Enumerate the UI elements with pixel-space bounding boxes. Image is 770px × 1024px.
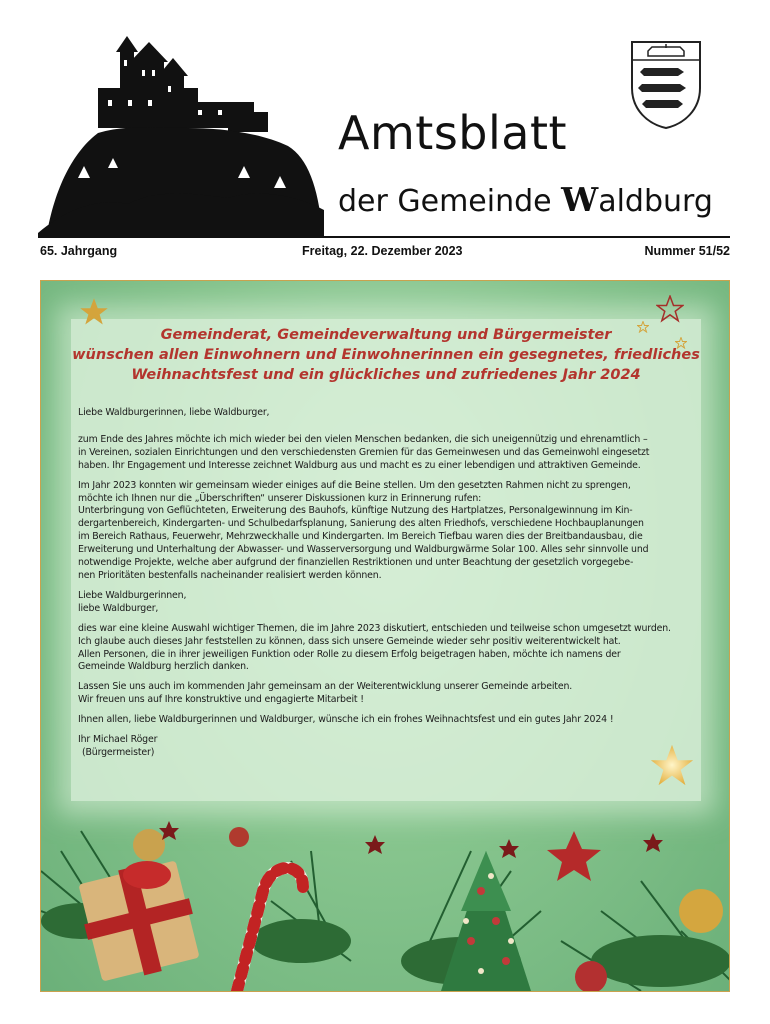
text-line: Erweiterung und Unterhaltung der Abwasser- und Wasserversorgung und Waldburgwärme Solar 100. Alles sehr sinnvolle und [78,544,649,556]
text-line: Ihnen allen, liebe Waldburgerinnen und Waldburger, wünsche ich ein frohes Weihnachtsfest und ein gutes Jahr 2024 ! [78,714,614,726]
signature-name: Ihr Michael Röger [78,734,158,746]
signature-title: (Bürgermeister) [82,746,155,758]
greeting-line: Gemeinderat, Gemeindeverwaltung und Bürgermeister [160,327,612,343]
text-line: im Bereich Rathaus, Feuerwehr, Mehrzweckhalle und Kindergarten. Im Bereich Tiefbau waren dies der Breitbandausbau, die [78,531,643,543]
star-icon [547,831,601,881]
letter-body [78,407,693,767]
masthead-divider [40,236,730,238]
issue-date: Freitag, 22. Dezember 2023 [302,244,463,258]
text-line: möchte ich Ihnen nur die „Überschriften“ unserer Diskussionen kurz in Erinnerung rufen: [78,492,482,504]
newspaper-title: Amtsblatt [338,106,568,160]
text-line: zum Ende des Jahres möchte ich mich wieder bei den vielen Menschen bedanken, die sich uneigennützig und ehrenamtlich – [78,433,648,445]
masthead-info-row [40,244,730,264]
text-line: Wir freuen uns auf Ihre konstruktive und engagierte Mitarbeit ! [78,694,364,706]
text-line: Lassen Sie uns auch im kommenden Jahr gemeinsam an der Weiterentwicklung unserer Gemeinde arbeiten. [78,681,573,693]
text-line: Allen Personen, die in ihrer jeweiligen Funktion oder Rolle zu diesem Erfolg beigetragen haben, möchte ich namens der [78,648,621,660]
letter-salutation-2 [78,590,693,616]
text-line: Liebe Waldburgerinnen, [78,589,187,601]
letter-paragraph [78,623,693,675]
text-line: haben. Ihr Engagement und Interesse zeichnet Waldburg aus und macht es zu einer lebendigen und attraktiven Gemeinde. [78,459,641,471]
castle-illustration [38,28,324,238]
text-line: in Vereinen, sozialen Einrichtungen und den verschiedensten Gremien für das Gemeinwesen und das Gemeinwohl eingesetzt [78,446,650,458]
greeting-line: Weihnachtsfest und ein glückliches und zufriedenes Jahr 2024 [131,367,641,383]
letter-paragraph [78,714,693,727]
text-line: dies war eine kleine Auswahl wichtiger Themen, die im Jahre 2023 diskutiert, entschieden und teilweise schon umgesetzt wurden. [78,622,671,634]
newspaper-subtitle [338,180,713,219]
christmas-decoration [41,791,730,992]
text-line: Unterbringung von Geflüchteten, Erweiterung des Bauhofs, künftige Nutzung des Hartplatzes, Personalgewinnung im Kin- [78,505,633,517]
edition-label: 65. Jahrgang [40,244,118,258]
text-line: Ich glaube auch dieses Jahr feststellen zu können, dass sich unsere Gemeinde wieder sehr positiv weiterentwickelt hat. [78,635,621,647]
letter-salutation: Liebe Waldburgerinnen, liebe Waldburger, [78,407,270,418]
text-line: nen Prioritäten bestenfalls nacheinander realisiert werden können. [78,569,382,581]
coat-of-arms-icon [628,38,704,130]
star-icon [656,295,684,323]
subtitle-rest: aldburg [598,184,713,219]
christmas-letter-card [40,280,730,992]
letter-paragraph [78,434,693,473]
subtitle-initial: W [561,180,599,219]
letter-signature [78,734,693,760]
greeting-line: wünschen allen Einwohnern und Einwohnerinnen ein gesegnetes, friedliches [72,347,700,363]
text-line: dergartenbereich, Kindergarten- und Schulbedarfsplanung, Sanierung des alten Friedhofs, verschiedene Hochbauplanungen [78,518,644,530]
gift-box-icon [78,860,199,981]
letter-paragraph [78,480,693,583]
text-line: liebe Waldburger, [78,602,159,614]
holiday-greeting-heading [71,325,701,385]
text-line: Im Jahr 2023 konnten wir gemeinsam wieder einiges auf die Beine stellen. Um den gesetzten Rahmen nicht zu sprengen, [78,479,631,491]
christmas-tree-icon [441,851,531,991]
star-icon [79,297,109,327]
text-line: notwendige Projekte, welche aber aufgrund der finanziellen Restriktionen und unter Beachtung der gesetzlich vorgegebe- [78,557,634,569]
letter-paragraph [78,681,693,707]
issue-number: Nummer 51/52 [644,244,730,258]
subtitle-prefix: der Gemeinde [338,184,562,219]
text-line: Gemeinde Waldburg herzlich danken. [78,661,249,673]
